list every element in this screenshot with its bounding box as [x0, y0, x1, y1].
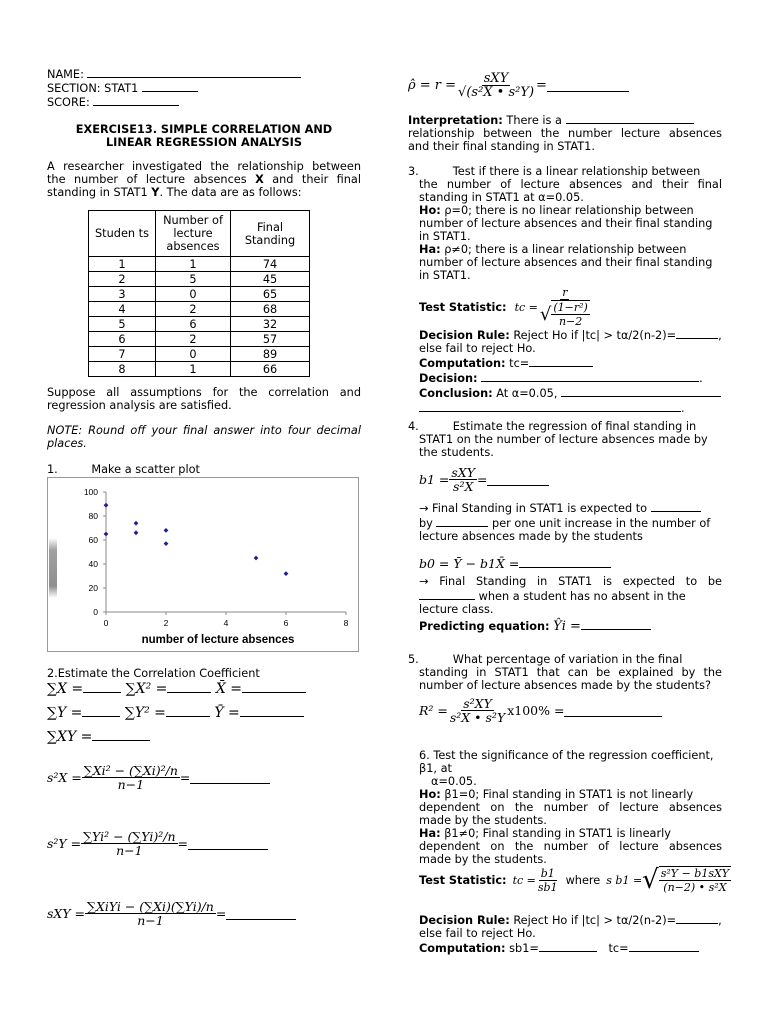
pred-field[interactable]: [581, 618, 651, 630]
sum-row-xy: [47, 729, 150, 744]
decision-rule-text: Reject Ho if |tc| > tα/2(n-2)=: [509, 914, 677, 927]
sx2-numerator: ∑Xi² − (∑Xi)²/n: [83, 763, 178, 778]
ha-text: made by the students.: [419, 853, 547, 866]
sum-xy-field[interactable]: [92, 729, 150, 741]
interp-line: and their final standing in STAT1.: [408, 140, 595, 153]
computation-line: [419, 940, 722, 955]
ha-text: in STAT1.: [419, 269, 471, 282]
b1-formula: [419, 466, 549, 493]
score-label: SCORE:: [47, 96, 90, 109]
data-point: [134, 530, 139, 535]
table-cell: 2: [156, 302, 231, 317]
scatter-plot-svg: [48, 478, 358, 651]
ho-text: made by the students.: [419, 814, 547, 827]
r2-field[interactable]: [564, 705, 662, 717]
tc-lhs: tc =: [514, 300, 538, 314]
q6-text: α=0.05.: [431, 775, 477, 788]
interp-label: Interpretation:: [408, 114, 503, 127]
table-cell: 0: [156, 287, 231, 302]
ho-text: number of lecture absences and their final standing: [419, 217, 713, 230]
sum-y2-label: ∑Y² =: [124, 705, 166, 721]
table-cell: 68: [231, 302, 310, 317]
table-row: [89, 332, 310, 347]
b1-interp-text: → Final Standing in STAT1 is expected to: [419, 502, 648, 515]
intro-text: the number of lecture absences: [47, 173, 256, 186]
r2-fraction: [448, 697, 507, 724]
var-x: X: [255, 173, 264, 186]
score-line: [47, 94, 179, 109]
computation-line: [419, 355, 722, 370]
test-statistic-label: Test Statistic:: [419, 300, 507, 314]
dr-else: else fail to reject Ho.: [419, 342, 536, 355]
table-cell: 0: [156, 347, 231, 362]
table-cell: 1: [156, 362, 231, 377]
predicting-equation: [419, 618, 651, 633]
tc-fraction: [536, 867, 560, 894]
x-bar-field[interactable]: [242, 681, 306, 693]
rho-lhs: ρ̂ = r =: [408, 78, 457, 93]
b0-interp-text: → Final Standing in STAT1 is expected to be: [419, 575, 722, 588]
tc-denominator: sb1: [537, 880, 558, 894]
rho-denominator: √(s²X • s²Y): [458, 85, 535, 100]
intro-text: standing in STAT1: [47, 186, 152, 199]
note-line: places.: [47, 437, 87, 450]
table-header-row: [89, 211, 310, 257]
dr-line: Decision Rule: Reject Ho if |tc| > tα/2(n-2)= ,: [419, 914, 722, 927]
x-tick-label: 4: [223, 618, 229, 628]
table-row: [89, 302, 310, 317]
x-tick-label: 6: [283, 618, 289, 628]
q4-text: Estimate the regression of final standing in: [452, 420, 697, 433]
q6-text: β1, at: [419, 762, 452, 775]
data-point: [134, 521, 139, 526]
y-axis-label-blurred: [49, 538, 57, 598]
conclusion-label: Conclusion:: [419, 387, 493, 400]
title-line-1: EXERCISE13. SIMPLE CORRELATION AND: [75, 123, 333, 136]
sxy-label: sXY =: [47, 906, 86, 921]
equals-sign: =: [536, 78, 547, 93]
y-tick-label: 0: [93, 607, 98, 617]
tc-field[interactable]: [629, 940, 699, 952]
b1-interp-field-1[interactable]: [651, 500, 701, 512]
question-number: 3.: [408, 165, 419, 178]
question-text: Make a scatter plot: [91, 463, 200, 476]
y-tick-label: 40: [88, 559, 98, 569]
r2-rest: x100% =: [507, 703, 565, 718]
sxy-numerator: ∑XiYi − (∑Xi)(∑Yi)/n: [87, 899, 214, 914]
q4-line: [408, 420, 722, 433]
q3-text: the number of lecture absences and their final: [419, 178, 722, 191]
rho-fraction: [456, 72, 536, 99]
table-cell: 32: [231, 317, 310, 332]
table-row: [89, 362, 310, 377]
equals-sign: =: [215, 906, 227, 921]
decision-label: Decision:: [419, 372, 478, 385]
sb-denominator: (n−2) • s²X: [663, 881, 727, 894]
ho-label: Ho:: [419, 788, 441, 801]
sum-y-field[interactable]: [82, 705, 120, 717]
table-row: [89, 287, 310, 302]
computation-label: Computation:: [419, 357, 506, 370]
table-header: Final Standing: [231, 211, 310, 257]
tc-numerator: r: [562, 286, 568, 299]
sy2-formula: [47, 830, 268, 857]
table-cell: 57: [231, 332, 310, 347]
b0-interp-text: lecture class.: [419, 603, 494, 616]
sum-y-label: ∑Y =: [47, 705, 83, 721]
sb-field[interactable]: [539, 940, 597, 952]
b1-lhs: b1 =: [419, 472, 450, 487]
rho-formula: [408, 72, 629, 99]
sy2-denominator: n−1: [116, 843, 143, 858]
assumption-paragraph: [47, 386, 361, 412]
sqrt-icon: √: [642, 864, 659, 895]
when-text: when a student has no absent in the: [478, 590, 686, 603]
table-cell: 4: [89, 302, 156, 317]
pred-lhs: Ŷi =: [553, 619, 581, 634]
score-field[interactable]: [93, 94, 179, 106]
assumption-line: regression analysis are satisfied.: [47, 399, 232, 412]
exercise-title: [47, 123, 361, 149]
b1-field[interactable]: [487, 474, 549, 486]
x-tick-label: 2: [163, 618, 169, 628]
y-bar-field[interactable]: [240, 705, 304, 717]
y-bar-label: Ȳ =: [214, 705, 240, 721]
table-cell: 74: [231, 257, 310, 272]
sy2-label: s²Y =: [47, 836, 82, 851]
table-cell: 2: [89, 272, 156, 287]
title-line-2: LINEAR REGRESSION ANALYSIS: [105, 136, 303, 149]
table-row: [89, 317, 310, 332]
var-y: Y: [151, 186, 160, 199]
conclusion-field-2[interactable]: [419, 400, 681, 412]
y-tick-label: 100: [83, 487, 98, 497]
q3-ho: [419, 204, 722, 217]
ho-text: dependent on the number of lecture absences: [419, 801, 722, 814]
table-cell: 8: [89, 362, 156, 377]
sum-xy-label: ∑XY =: [47, 729, 93, 745]
table-cell: 1: [156, 257, 231, 272]
x-tick-label: 0: [103, 618, 109, 628]
sum-y2-field[interactable]: [166, 705, 210, 717]
b1-numerator: sXY: [451, 465, 475, 480]
ho-text: in STAT1.: [419, 230, 471, 243]
question-4: [408, 420, 722, 459]
sx2-formula: [47, 764, 270, 791]
sum-x-field[interactable]: [83, 681, 121, 693]
question-2-title: 2.Estimate the Correlation Coefficient: [47, 667, 260, 680]
q3-ha: [419, 243, 722, 256]
table-header: Number of lecture absences: [156, 211, 231, 257]
ha-text: dependent on the number of lecture absences: [419, 840, 722, 853]
x-bar-label: X̄ =: [215, 681, 242, 697]
interpretation: [408, 112, 722, 153]
sx2-denominator: n−1: [117, 777, 145, 792]
where-text: where: [565, 873, 601, 887]
intro-line: [47, 186, 361, 199]
question-number: 4.: [408, 420, 419, 433]
r2-numerator: s²XY: [463, 696, 492, 711]
b0-formula: [419, 556, 611, 570]
interp-field[interactable]: [566, 112, 694, 124]
q3-test-statistic: [419, 286, 592, 328]
decision-rule-text: Reject Ho if |tc| > tα/2(n-2)=: [509, 329, 677, 342]
question-number: 5.: [408, 653, 419, 666]
critical-value-field[interactable]: [676, 327, 718, 339]
ha-text: β1≠0; Final standing in STAT1 is linearly: [440, 827, 671, 840]
question-1: [47, 463, 200, 476]
sum-x2-field[interactable]: [167, 681, 211, 693]
data-point: [284, 571, 289, 576]
tc-fraction: [538, 286, 592, 328]
intro-text: and their final: [263, 173, 361, 186]
b0-interp-field[interactable]: [419, 588, 475, 600]
dr-line: Decision Rule: Reject Ho if |tc| > tα/2(n-2)= ,: [419, 329, 722, 342]
b0-interp-line: [419, 588, 722, 603]
r2-lhs: R² =: [419, 703, 448, 718]
interp-text: There is a: [502, 114, 562, 127]
q6-test-statistic: [419, 866, 731, 894]
decision-rule-label: Decision Rule:: [419, 914, 510, 927]
x-tick-label: 8: [343, 618, 349, 628]
rho-field[interactable]: [547, 80, 629, 92]
intro-paragraph: [47, 160, 361, 199]
q4-text: STAT1 on the number of lecture absences made by: [419, 433, 708, 446]
conclusion-line-2: .: [419, 400, 722, 415]
name-line: [47, 66, 301, 81]
sx2-field[interactable]: [190, 772, 270, 784]
y-tick-label: 20: [88, 583, 98, 593]
by-rest-text: per one unit increase in the number of: [492, 517, 711, 530]
b1-interp-field-2[interactable]: [436, 515, 488, 527]
b0-lhs: b0 = Ȳ − b1X̄ =: [419, 556, 520, 571]
q5-line: [408, 653, 722, 666]
sy2-field[interactable]: [188, 838, 268, 850]
ho-text: ρ=0; there is no linear relationship between: [440, 204, 694, 217]
sy2-fraction: [81, 830, 177, 857]
table-cell: 5: [156, 272, 231, 287]
computation-sb: sb1=: [505, 942, 539, 955]
sqrt-icon: √: [539, 303, 552, 325]
computation-text: tc=: [505, 357, 530, 370]
sum-x-label: ∑X =: [47, 681, 84, 697]
section-field[interactable]: [142, 80, 198, 92]
q6-decision-rule: [419, 912, 722, 955]
equals-sign: =: [476, 472, 488, 487]
table-cell: 45: [231, 272, 310, 287]
question-5: [408, 653, 722, 692]
sb-fraction: [659, 866, 731, 894]
tc-denominator: [538, 300, 592, 328]
intro-line: A researcher investigated the relationship between: [47, 160, 361, 173]
q5-text: standing in STAT1 that can be explained by the: [419, 666, 722, 679]
r2-denominator: s²X • s²Y: [449, 710, 506, 725]
table-cell: 66: [231, 362, 310, 377]
tc-inner-den: n−2: [558, 315, 583, 328]
y-tick-label: 80: [88, 511, 98, 521]
question-number: 1.: [47, 463, 58, 476]
intro-line: [47, 173, 361, 186]
b1-interp-line: [419, 515, 722, 530]
q6-ho: [419, 788, 722, 801]
decision-line: Decision: .: [419, 372, 703, 385]
q5-text: What percentage of variation in the final: [452, 653, 683, 666]
table-cell: 6: [156, 317, 231, 332]
sx2-label: s²X =: [47, 770, 82, 785]
table-cell: 3: [89, 287, 156, 302]
data-point: [104, 532, 109, 537]
q3-line: [408, 165, 722, 178]
interp-line: relationship between the number lecture absences: [408, 127, 722, 140]
ho-text: β1=0; Final standing in STAT1 is not linearly: [440, 788, 694, 801]
data-point: [164, 541, 169, 546]
ho-label: Ho:: [419, 204, 441, 217]
tc-numerator: b1: [540, 866, 555, 880]
tc-field[interactable]: [529, 355, 593, 367]
sum-row-x: [47, 681, 306, 696]
q3-decision-rule: [419, 327, 722, 415]
assumption-line: Suppose all assumptions for the correlation and: [47, 386, 361, 399]
data-point: [164, 528, 169, 533]
interp-line: [408, 112, 722, 127]
note-line: NOTE: Round off your final answer into four decimal: [47, 424, 361, 437]
section-label: SECTION: STAT1: [47, 82, 139, 95]
equals-sign: =: [177, 836, 188, 851]
table-cell: 2: [156, 332, 231, 347]
table-cell: 5: [89, 317, 156, 332]
dr-else: else fail to reject Ho.: [419, 927, 536, 940]
pred-label: Predicting equation:: [419, 620, 550, 633]
intro-text: . The data are as follows:: [159, 186, 302, 199]
sum-x2-label: ∑X² =: [125, 681, 168, 697]
b1-denominator: s²X: [453, 479, 474, 494]
conclusion-line: [419, 385, 722, 400]
data-table: [88, 210, 310, 377]
q3-text: standing in STAT1 at α=0.05.: [419, 191, 584, 204]
x-axis-label: number of lecture absences: [141, 634, 295, 646]
table-cell: 7: [89, 347, 156, 362]
ha-label: Ha:: [419, 827, 441, 840]
tc-lhs: tc =: [512, 873, 536, 887]
sy2-numerator: ∑Yi² − (∑Yi)²/n: [83, 829, 176, 844]
ha-label: Ha:: [419, 243, 441, 256]
table-row: [89, 272, 310, 287]
equals-sign: =: [179, 770, 191, 785]
question-3: [408, 165, 722, 282]
computation-label: Computation:: [419, 942, 506, 955]
name-label: NAME:: [47, 68, 84, 81]
scatter-chart: [47, 477, 359, 652]
sxy-formula: [47, 900, 296, 927]
decision-field[interactable]: [481, 370, 699, 382]
section-line: [47, 80, 198, 95]
q4-text: the students.: [419, 446, 494, 459]
rho-numerator: sXY: [483, 71, 509, 86]
table-cell: 65: [231, 287, 310, 302]
tc-inner-fraction: [551, 300, 589, 328]
name-field[interactable]: [87, 66, 301, 78]
table-header: Studen ts: [89, 211, 156, 257]
test-statistic-label: Test Statistic:: [419, 873, 507, 887]
data-point: [104, 503, 109, 508]
sxy-denominator: n−1: [137, 913, 164, 928]
sb-lhs: s b1 =: [606, 873, 643, 887]
table-cell: 1: [89, 257, 156, 272]
computation-tc: tc=: [608, 942, 629, 955]
q6-text: 6. Test the significance of the regression coefficient,: [419, 749, 714, 762]
ha-text: ρ≠0; there is a linear relationship between: [440, 243, 687, 256]
b1-interp-text: lecture absences made by the students: [419, 530, 643, 543]
note-paragraph: [47, 424, 361, 450]
q3-text: Test if there is a linear relationship between: [452, 165, 701, 178]
table-row: [89, 347, 310, 362]
sb-numerator: s²Y − b1sXY: [660, 867, 730, 880]
b0-field[interactable]: [519, 556, 611, 568]
decision-rule-label: Decision Rule:: [419, 329, 510, 342]
sxy-field[interactable]: [226, 908, 296, 920]
data-point: [254, 556, 259, 561]
y-tick-label: 60: [88, 535, 98, 545]
table-row: [89, 257, 310, 272]
b1-fraction: [449, 466, 477, 493]
question-6: [419, 749, 722, 866]
b0-interpretation: [419, 575, 722, 616]
b1-interp-line: [419, 500, 722, 515]
conclusion-field-1[interactable]: [561, 385, 721, 397]
r2-formula: [419, 697, 662, 724]
q6-ha: [419, 827, 722, 840]
critical-value-field[interactable]: [676, 912, 718, 924]
tc-inner-num: (1−r²): [553, 301, 588, 314]
ha-text: number of lecture absences and their final standing: [419, 256, 713, 269]
sx2-fraction: [82, 764, 180, 791]
by-text: by: [419, 517, 433, 530]
conclusion-text: At α=0.05,: [492, 387, 558, 400]
sxy-fraction: [85, 900, 216, 927]
q5-text: number of lecture absences made by the students?: [419, 679, 711, 692]
sum-row-y: [47, 705, 304, 720]
b1-interpretation: [419, 500, 722, 543]
table-cell: 6: [89, 332, 156, 347]
table-cell: 89: [231, 347, 310, 362]
